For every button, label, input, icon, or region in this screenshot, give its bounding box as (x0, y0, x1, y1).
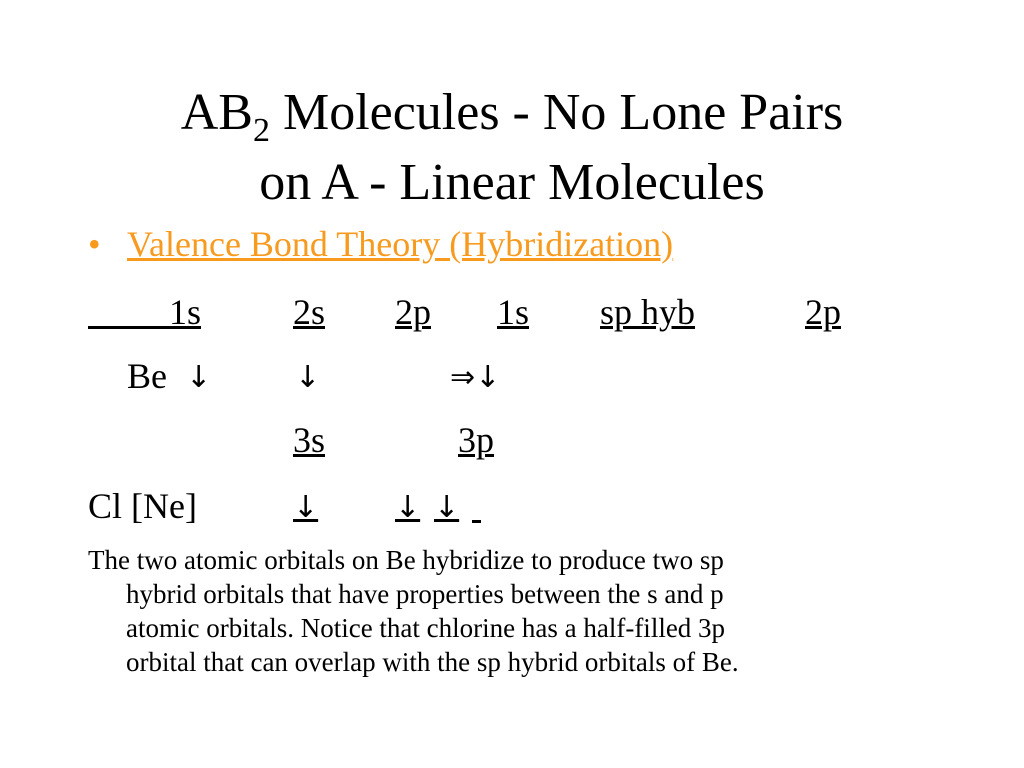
be-header-2p: 2p (395, 292, 431, 332)
hybridization-link[interactable]: Valence Bond Theory (Hybridization) (127, 224, 674, 264)
be-header-2p-right: 2p (805, 292, 841, 332)
title-line-1-rest: Molecules - No Lone Pairs (269, 84, 844, 141)
cl-header-3p: 3p (458, 420, 494, 460)
be-header-2s: 2s (293, 292, 326, 332)
be-header-1s: 1s (169, 292, 202, 332)
be-header-sp-hyb: sp hyb (600, 292, 696, 332)
down-arrow-icon: ↓ (295, 360, 321, 395)
title-line-2: on A - Linear Molecules (259, 154, 765, 211)
empty-orbital-line (472, 484, 484, 528)
down-arrow-icon: ↓ (434, 490, 460, 525)
down-arrow-icon: ↓ (186, 360, 212, 395)
paragraph-line-4: orbital that can overlap with the sp hybrid orbitals of Be. (126, 647, 739, 677)
paragraph-line-3: atomic orbitals. Notice that chlorine has a half-filled 3p (126, 613, 726, 643)
slide-title (0, 78, 1024, 218)
cl-label: Cl [Ne] (88, 486, 197, 526)
title-subscript: 2 (252, 112, 270, 149)
down-arrow-icon: ↓ (395, 490, 421, 525)
be-label: Be (127, 356, 167, 396)
down-arrow-icon: ↓ (293, 490, 319, 525)
paragraph-line-1: The two atomic orbitals on Be hybridize to produce two sp (88, 545, 724, 575)
double-right-arrow-down-icon: ⇒↓ (450, 360, 501, 395)
be-header-1s-cl: 1s (497, 292, 530, 332)
title-line-1 (0, 78, 1024, 148)
bullet-dot: • (88, 224, 101, 264)
explanation-paragraph (88, 543, 918, 679)
paragraph-line-2: hybrid orbitals that have properties between the s and p (126, 579, 724, 609)
title-ab: AB (180, 84, 253, 141)
cl-header-3s: 3s (293, 420, 326, 460)
